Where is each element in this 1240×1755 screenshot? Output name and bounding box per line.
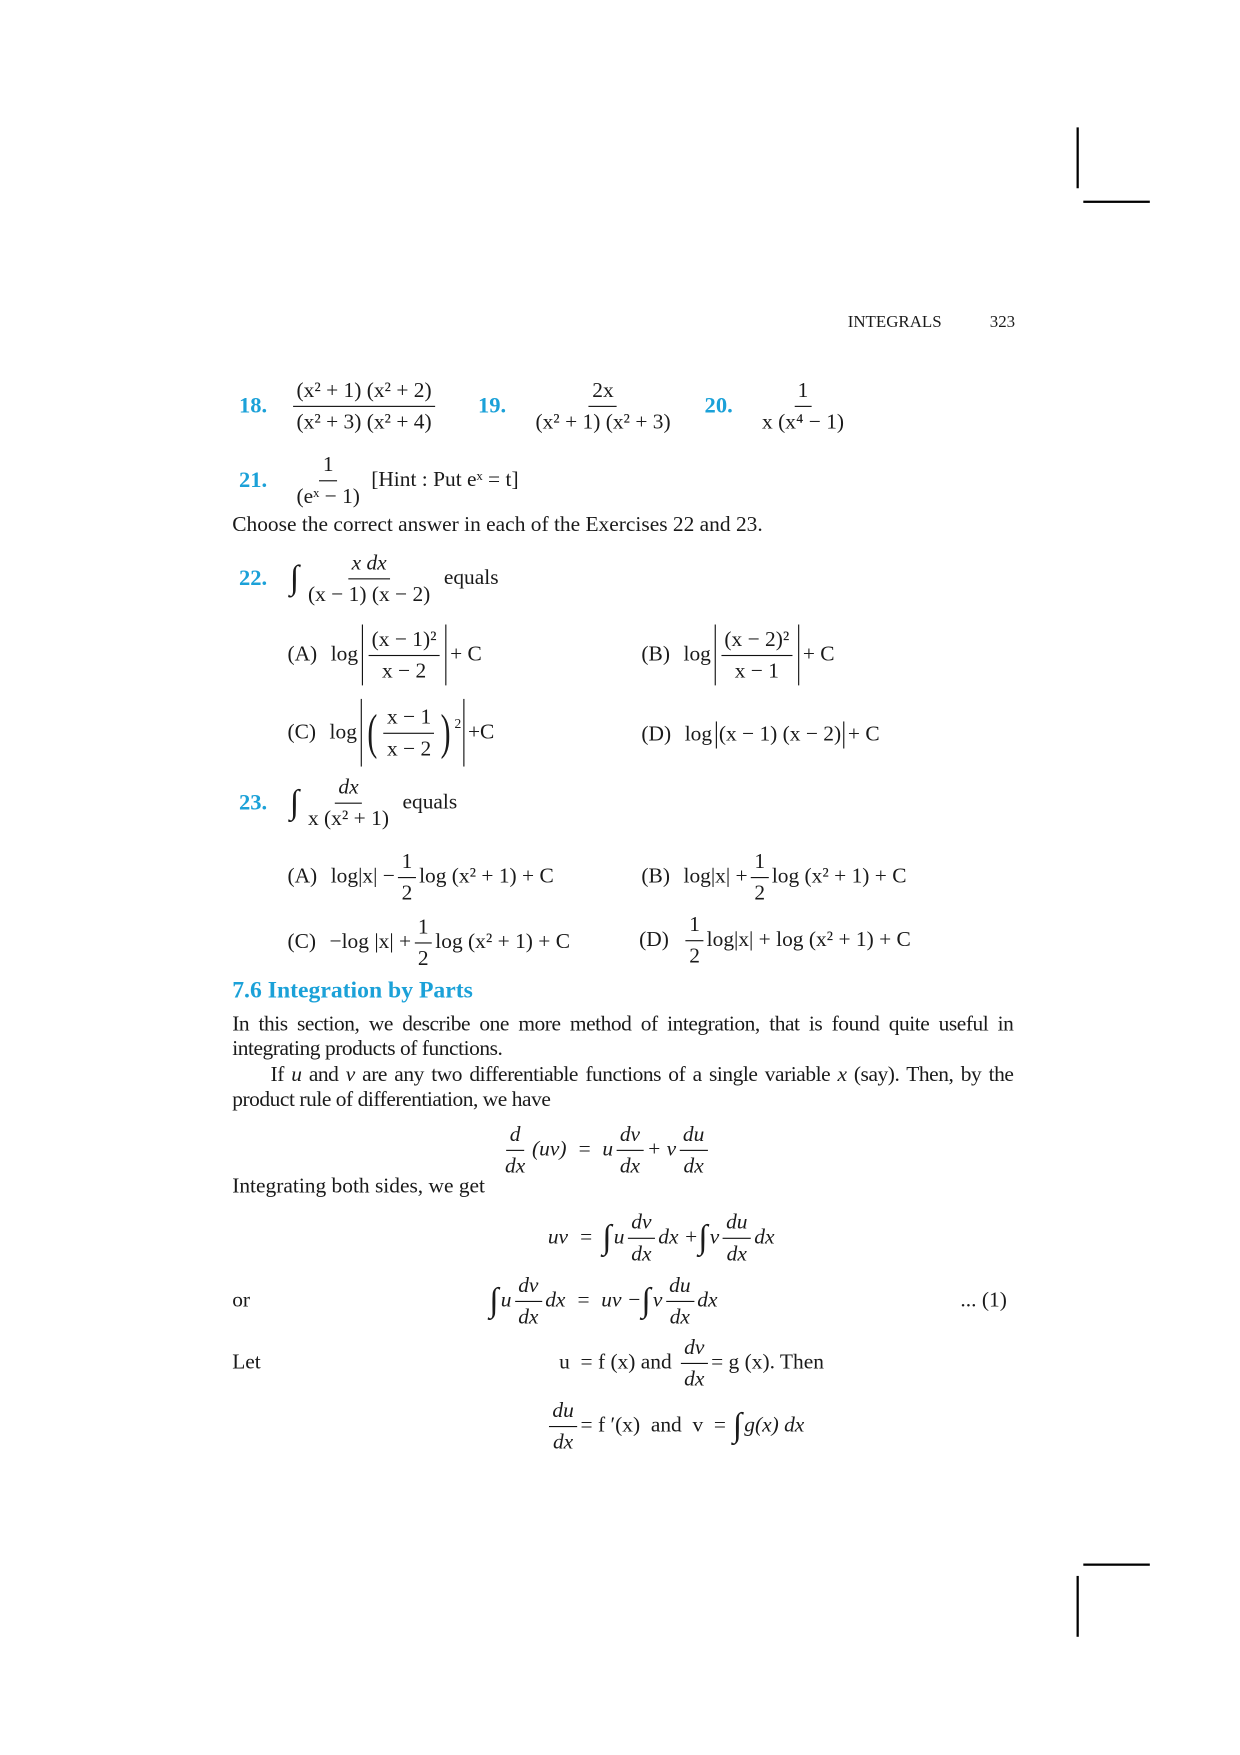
fraction [368,624,440,686]
equals-text: equals [443,565,499,590]
or-text: or [232,1288,251,1313]
numerator: dv [628,1207,655,1239]
equation-text: = f ′(x) and v = [580,1413,726,1438]
integral-sign: ∫ [641,1281,651,1319]
equals-text: equals [402,790,458,814]
numerator: 1 [414,911,431,943]
log-text: log [330,642,359,667]
integral-sign: ∫ [489,1281,499,1319]
option-text: log|x| + log (x² + 1) + C [706,927,911,952]
log-text: log [683,642,711,667]
option-22b [641,619,834,691]
denominator: 2 [689,944,700,968]
question-23 [239,767,457,839]
section-heading [232,976,473,1004]
numerator: du [666,1270,694,1302]
numerator: 1 [751,846,768,878]
log-text: log [684,722,713,747]
constant-text: + C [847,722,880,747]
fraction [723,1207,751,1269]
option-label: (B) [641,864,670,889]
absolute-value [714,625,799,686]
absolute-value: (x − 1) (x − 2) [715,721,844,748]
question-number: 23. [238,789,268,815]
numerator: d [506,1119,523,1151]
numerator: 1 [319,449,336,481]
denominator: (x² + 1) (x² + 3) [535,409,671,434]
equation-text: dx = uv − [545,1288,642,1313]
denominator: dx [619,1153,641,1178]
option-label: (B) [641,642,670,667]
fraction [628,1207,655,1269]
equation-integrated [548,1202,775,1274]
integral-sign: ∫ [698,1218,708,1256]
paragraph: In this section, we describe one more method of integration, that is found quite useful in integrating products of functions. [232,1012,1014,1061]
option-text: log (x² + 1) + C [771,864,907,889]
constant-text: + C [802,642,835,667]
denominator: x − 2 [381,658,427,683]
equation-text: v [709,1225,720,1250]
denominator: (x² + 3) (x² + 4) [296,409,432,434]
numerator: 1 [686,909,703,941]
fraction [305,772,393,834]
numerator: dv [681,1332,708,1364]
integral-sign: ∫ [289,783,299,821]
option-22a [287,619,481,691]
question-22 [239,542,499,614]
equation-text: uv = [547,1225,594,1250]
fraction [384,702,435,764]
integral-sign: ∫ [602,1218,612,1256]
denominator: x − 1 [734,658,779,683]
option-label: (A) [287,642,318,667]
numerator: dv [515,1270,542,1302]
denominator: dx [684,1366,705,1391]
exponent: 2 [454,715,462,732]
equation-product-rule [498,1114,711,1186]
option-label: (D) [639,927,669,952]
running-header: INTEGRALS [847,313,942,332]
crop-mark [1083,201,1150,203]
option-label: (C) [287,929,317,954]
denominator: dx [552,1429,574,1454]
numerator: dv [616,1119,643,1151]
fraction [293,449,363,511]
equation-derivatives [546,1390,805,1462]
numerator: x dx [348,547,390,579]
option-text: log|x| − [330,864,395,889]
exercise-number: 18. [238,392,268,418]
log-text: log [329,720,357,744]
integral-sign: ∫ [289,559,299,597]
fraction [305,547,434,609]
instruction: Choose the correct answer in each of the Exercises 22 and 23. [232,512,763,537]
equation-text: = g (x). Then [711,1350,824,1375]
fraction [721,624,793,686]
fraction [681,1332,708,1394]
right-paren: ) [441,704,452,760]
left-paren: ( [366,704,377,760]
denominator: dx [518,1304,539,1329]
fraction [293,375,435,437]
equation-substitution [559,1327,824,1399]
constant-text: +C [467,720,495,744]
numerator: 1 [794,375,811,407]
denominator: 2 [401,880,413,905]
exercise-21 [239,444,519,516]
numerator: (x − 2)² [721,624,793,656]
fraction [398,846,415,908]
equation-number: ... (1) [960,1288,1007,1313]
option-text: −log |x| + [329,929,412,954]
exercise-number: 19. [477,392,507,418]
option-23b [641,841,906,913]
fraction [759,375,848,437]
integral-sign: ∫ [732,1406,743,1445]
absolute-value [361,625,446,686]
absolute-value [360,699,464,767]
variable: x [837,1063,847,1087]
fraction [502,1119,529,1181]
fraction [751,846,768,908]
option-23d [639,904,911,976]
denominator: dx [683,1153,704,1178]
fraction [666,1270,694,1332]
equation-text: + v [646,1137,677,1162]
denominator: dx [631,1241,652,1266]
section-title: Integration by Parts [267,976,473,1004]
text: (say). Then, by the product rule of differentiation, we have [232,1063,1014,1112]
numerator: x − 1 [384,702,435,734]
fraction [549,1395,577,1457]
option-text: log (x² + 1) + C [435,929,570,954]
equation-text: u = f (x) and [559,1350,672,1375]
numerator: 2x [589,375,617,407]
numerator: (x − 1)² [368,624,440,656]
exercise-20 [705,370,851,442]
fraction [414,911,431,973]
equation-text: dx [697,1288,718,1313]
option-text: log|x| + [683,864,748,889]
paragraph [232,1063,1013,1113]
option-22d [641,699,879,771]
option-label: (A) [287,864,318,889]
integrating-text: Integrating both sides, we get [232,1174,486,1199]
option-23a [287,841,553,913]
exercise-number: 21. [238,467,268,493]
exercise-19 [478,370,677,442]
equation-text: u [613,1225,625,1250]
fraction [515,1270,542,1332]
numerator: (x² + 1) (x² + 2) [293,375,435,407]
equation-text: dx + [658,1225,699,1250]
numerator: du [549,1395,577,1427]
fraction [532,375,674,437]
question-number: 22. [238,565,268,591]
denominator: x − 2 [386,736,432,761]
constant-text: + C [450,642,482,667]
option-22c [287,697,494,769]
crop-mark [1077,1576,1079,1637]
denominator: (x − 1) (x − 2) [307,582,431,606]
equation-text: g(x) dx [744,1413,805,1438]
denominator: 2 [754,880,766,905]
text: and [301,1063,346,1087]
numerator: du [680,1119,708,1151]
equation-text: v [652,1288,663,1313]
let-text: Let [232,1350,261,1375]
exercise-18 [239,370,438,442]
option-text: log (x² + 1) + C [419,864,554,889]
option-label: (D) [641,722,672,747]
section-number: 7.6 [232,976,262,1004]
denominator: dx [505,1153,526,1178]
option-label: (C) [287,720,317,744]
variable: v [345,1063,355,1087]
fraction [616,1119,643,1181]
text: are any two differentiable functions of a single variable [354,1063,838,1087]
exercise-number: 20. [704,392,733,418]
denominator: x (x⁴ − 1) [762,409,845,434]
equation-text: u [500,1288,512,1313]
denominator: 2 [417,946,429,971]
denominator: x (x² + 1) [307,806,389,831]
denominator: dx [669,1304,690,1329]
equation-text: dx [754,1225,775,1250]
denominator: (eˣ − 1) [296,484,360,508]
crop-mark [1083,1564,1150,1566]
fraction [680,1119,708,1181]
equation-text: (uv) = u [532,1137,614,1162]
numerator: 1 [398,846,415,878]
fraction [686,909,703,971]
variable: u [291,1063,302,1087]
text: If [270,1063,292,1087]
numerator: dx [335,772,362,804]
crop-mark [1077,127,1079,188]
page-number: 323 [989,313,1016,332]
option-23c [287,906,570,978]
numerator: du [723,1207,751,1239]
hint: [Hint : Put eˣ = t] [371,467,519,492]
denominator: dx [726,1241,747,1266]
